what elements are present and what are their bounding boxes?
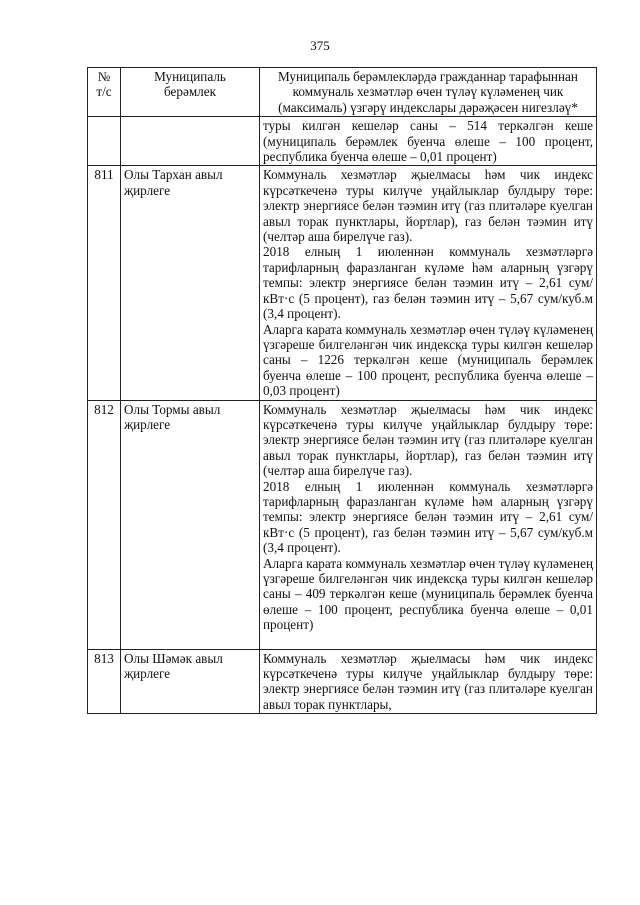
header-num: № т/с xyxy=(88,68,121,117)
table-header-row xyxy=(88,68,597,117)
table-row xyxy=(88,166,597,400)
row-description xyxy=(260,649,597,714)
row-para-2: 2018 елның 1 июленнән коммуналь хезмәтләргә тарифларның фаразланган күләме һәм аларның үзгәрү темпы: электр энергиясе белән тәэмин итү – 2,61 сум/кВт·с (5 процент), газ белән тәэмин итү – 5,67 сум/куб.м (3,4 процент). xyxy=(263,478,593,556)
row-municipality: Олы Тормы авыл җирлеге xyxy=(121,400,260,649)
municipal-index-table xyxy=(87,67,597,714)
row-para-1: Коммуналь хезмәтләр җыелмасы һәм чик индекс күрсәткеченә туры килүче уңайлыклар булдыру төре: электр энергиясе белән тәэмин итү (газ плитәләре куелган авыл торак пунктлары, xyxy=(263,650,593,712)
header-description: Муниципаль берәмлекләрдә гражданнар тарафыннан коммуналь хезмәтләр өчен түләү күләменең чик (максималь) үзгәрү индекслары дәрәҗәсен нигезләү* xyxy=(260,68,597,117)
row-description xyxy=(260,166,597,400)
continuation-row xyxy=(88,117,597,166)
row-num: 813 xyxy=(88,649,121,714)
row-para-2: 2018 елның 1 июленнән коммуналь хезмәтләргә тарифларның фаразланган күләме һәм аларның үзгәрү темпы: электр энергиясе белән тәэмин итү – 2,61 сум/кВт·с (5 процент), газ белән тәэмин итү – 5,67 сум/куб.м (3,4 процент). xyxy=(263,244,593,322)
header-municipality: Муниципаль берәмлек xyxy=(121,68,260,117)
row-para-3: Аларга карата коммуналь хезмәтләр өчен түләү күләменең үзгәреше билгеләнгән чик индексқа туры килгән кешеләр саны – 1226 теркәлгән кеше (муниципаль берәмлек буенча өлеше – 100 процент, республика буенча өлеше – 0,03 процент) xyxy=(263,321,593,399)
row-municipality: Олы Тархан авыл җирлеге xyxy=(121,166,260,400)
page-number: 375 xyxy=(310,38,330,53)
table-row xyxy=(88,649,597,714)
row-para-3: Аларга карата коммуналь хезмәтләр өчен түләү күләменең үзгәреше билгеләнгән чик индексқа туры килгән кешеләр саны – 409 теркәлгән кеше (муниципаль берәмлек буенча өлеше – 100 процент, республика буенча өлеше – 0,01 процент) xyxy=(263,555,593,633)
table-row xyxy=(88,400,597,649)
row-municipality: Олы Шәмәк авыл җирлеге xyxy=(121,649,260,714)
row-para-1: Коммуналь хезмәтләр җыелмасы һәм чик индекс күрсәткеченә туры килүче уңайлыклар булдыру төре: электр энергиясе белән тәэмин итү (газ плитәләре куелган авыл торак пунктлары, йортлар), газ белән тәэмин итү (челтәр аша бирелүче газ). xyxy=(263,167,593,245)
row-description xyxy=(260,400,597,649)
row-para-1: Коммуналь хезмәтләр җыелмасы һәм чик индекс күрсәткеченә туры килүче уңайлыклар булдыру төре: электр энергиясе белән тәэмин итү (газ плитәләре куелган авыл торак пунктлары, йортлар), газ белән тәэмин итү (челтәр аша бирелүче газ). xyxy=(263,401,593,479)
row-num: 811 xyxy=(88,166,121,400)
continuation-text: туры килгән кешеләр саны – 514 теркәлгән кеше (муниципаль берәмлек буенча өлеше – 100 процент, республика буенча өлеше – 0,01 процент) xyxy=(260,117,597,166)
row-num: 812 xyxy=(88,400,121,649)
